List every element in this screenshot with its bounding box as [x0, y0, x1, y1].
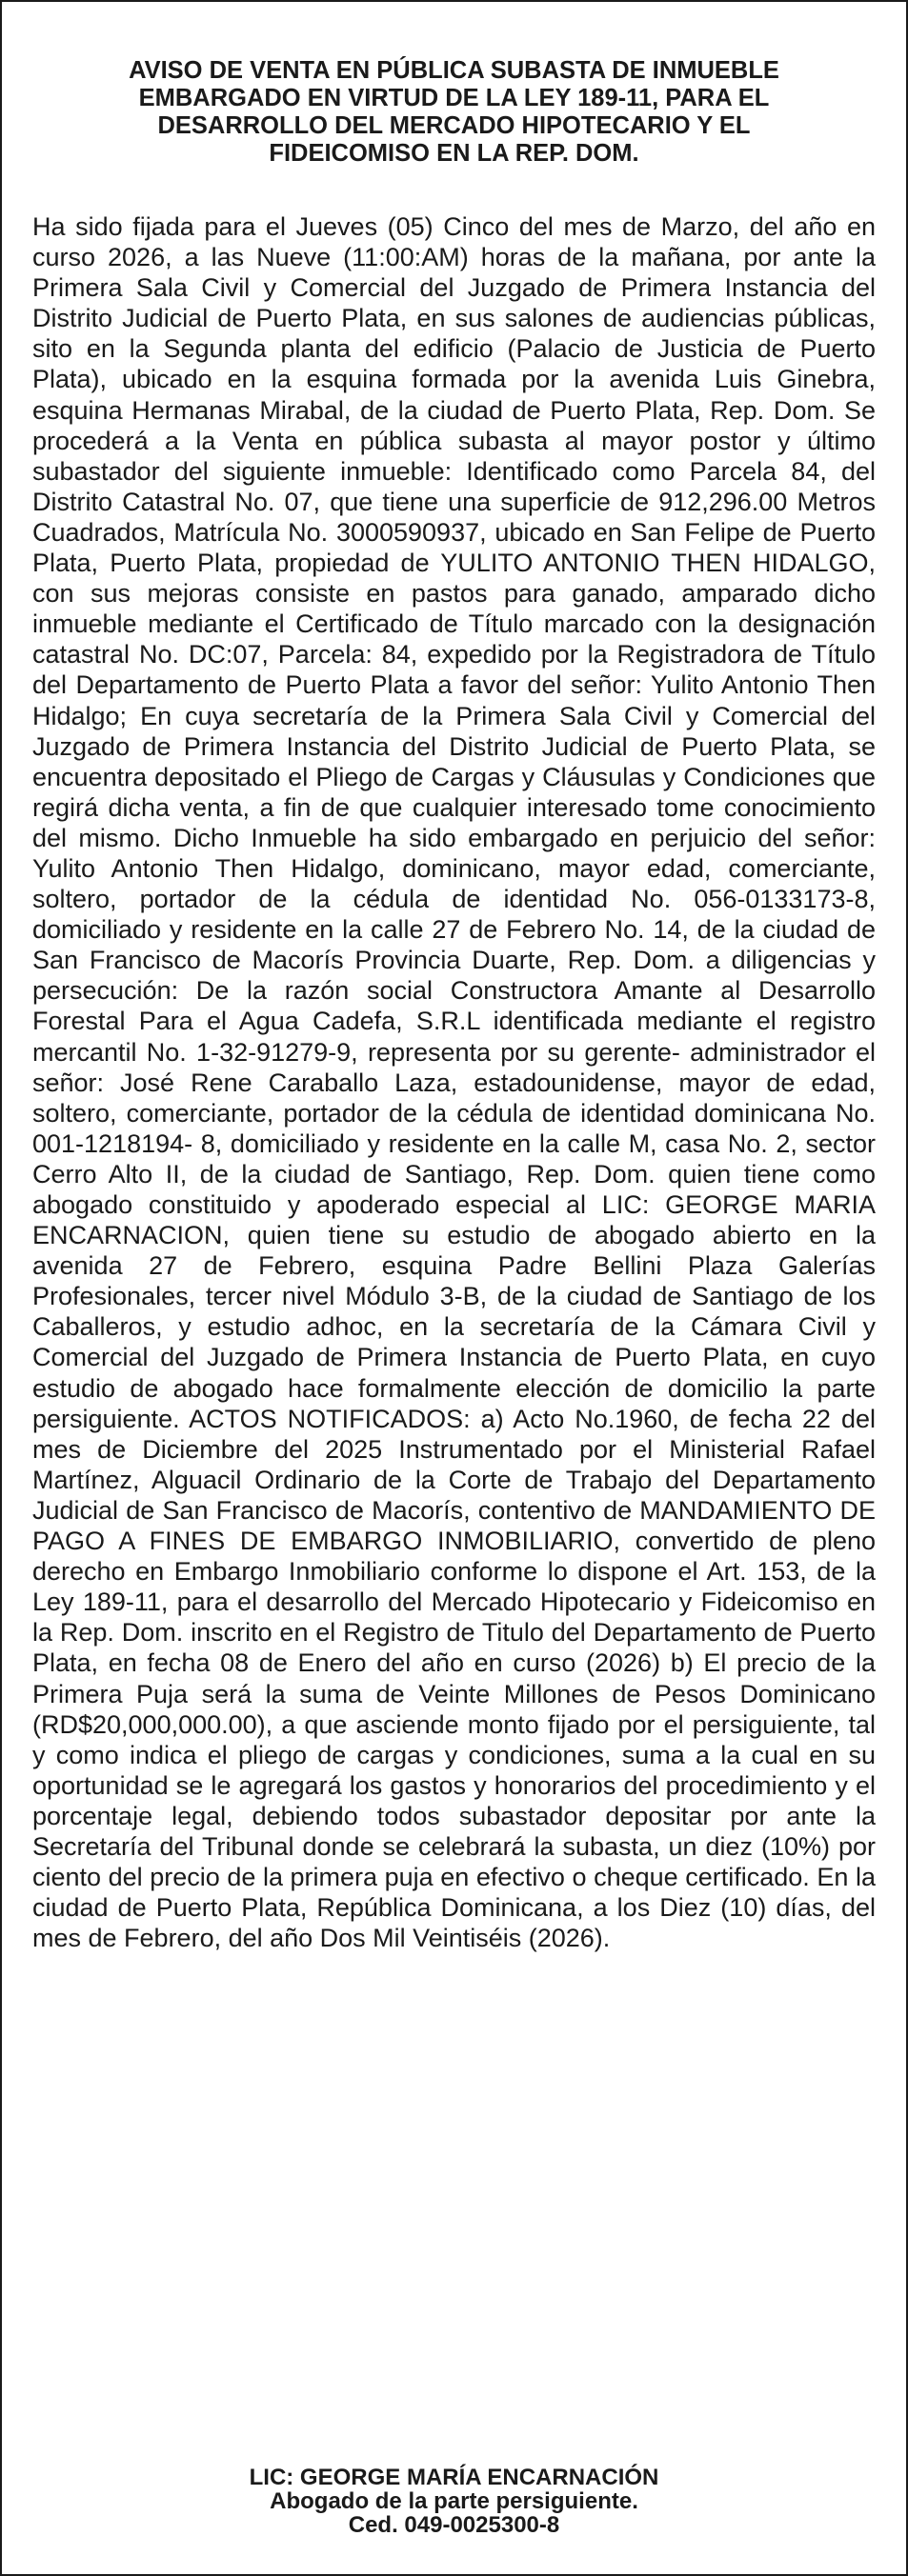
notice-title-line: DESARROLLO DEL MERCADO HIPOTECARIO Y EL — [157, 112, 751, 139]
notice-title-line: AVISO DE VENTA EN PÚBLICA SUBASTA DE INMUEBLE — [129, 57, 779, 84]
notice-title-line: FIDEICOMISO EN LA REP. DOM. — [269, 140, 639, 167]
notice-body — [32, 211, 876, 1953]
notice-body-paragraph: Ha sido fijada para el Jueves (05) Cinco del mes de Marzo, del año en curso 2026, a las Nueve (11:00:AM) horas de la mañana, por ante la Primera Sala Civil y Comercial del Juzgado de Primera Instancia del Distrito Judicial de Puerto Plata, en sus salones de audiencias públicas, sito en la Segunda planta del edificio (Palacio de Justicia de Puerto Plata), ubicado en la esquina formada por la avenida Luis Ginebra, esquina Hermanas Mirabal, de la ciudad de Puerto Plata, Rep. Dom. Se procederá a la Venta en pública subasta al mayor postor y último subastador del siguiente inmueble: Identificado como Parcela 84, del Distrito Catastral No. 07, que tiene una superficie de 912,296.00 Metros Cuadrados, Matrícula No. 3000590937, ubicado en San Felipe de Puerto Plata, Puerto Plata, propiedad de YULITO ANTONIO THEN HIDALGO, con sus mejoras consiste en pastos para ganado, amparado dicho inmueble mediante el Certificado de Título marcado con la designación catastral No. DC:07, Parcela: 84, expedido por la Registradora de Título del Departamento de Puerto Plata a favor del señor: Yulito Antonio Then Hidalgo; En cuya secretaría de la Primera Sala Civil y Comercial del Juzgado de Primera Instancia del Distrito Judicial de Puerto Plata, se encuentra depositado el Pliego de Cargas y Cláusulas y Condiciones que regirá dicha venta, a fin de que cualquier interesado tome conocimiento del mismo. Dicho Inmueble ha sido embargado en perjuicio del señor: Yulito Antonio Then Hidalgo, dominicano, mayor edad, comerciante, soltero, portador de la cédula de identidad No. 056-0133173-8, domiciliado y residente en la calle 27 de Febrero No. 14, de la ciudad de San Francisco de Macorís Provincia Duarte, Rep. Dom. a diligencias y persecución: De la razón social Constructora Amante al Desarrollo Forestal Para el Agua Cadefa, S.R.L identificada mediante el registro mercantil No. 1-32-91279-9, representa por su gerente- administrador el señor: José Rene Caraballo Laza, estadounidense, mayor de edad, soltero, comerciante, portador de la cédula de identidad dominicana No. 001-1218194- 8, domiciliado y residente en la calle M, casa No. 2, sector Cerro Alto II, de la ciudad de Santiago, Rep. Dom. quien tiene como abogado constituido y apoderado especial al LIC: GEORGE MARIA ENCARNACION, quien tiene su estudio de abogado abierto en la avenida 27 de Febrero, esquina Padre Bellini Plaza Galerías Profesionales, tercer nivel Módulo 3-B, de la ciudad de Santiago de los Caballeros, y estudio adhoc, en la secretaría de la Cámara Civil y Comercial del Juzgado de Primera Instancia de Puerto Plata, en cuyo estudio de abogado hace formalmente elección de domicilio la parte persiguiente. ACTOS NOTIFICADOS: a) Acto No.1960, de fecha 22 del mes de Diciembre del 2025 Instrumentado por el Ministerial Rafael Martínez, Alguacil Ordinario de la Corte de Trabajo del Departamento Judicial de San Francisco de Macorís, contentivo de MANDAMIENTO DE PAGO A FINES DE EMBARGO INMOBILIARIO, convertido de pleno derecho en Embargo Inmobiliario conforme lo dispone el Art. 153, de la Ley 189-11, para el desarrollo del Mercado Hipotecario y Fideicomiso en la Rep. Dom. inscrito en el Registro de Titulo del Departamento de Puerto Plata, en fecha 08 de Enero del año en curso (2026) b) El precio de la Primera Puja será la suma de Veinte Millones de Pesos Dominicano (RD$20,000,000.00), a que asciende monto fijado por el persiguiente, tal y como indica el pliego de cargas y condiciones, suma a la cual en su oportunidad se le agregará los gastos y honorarios del procedimiento y el porcentaje legal, debiendo todos subastador depositar por ante la Secretaría del Tribunal donde se celebrará la subasta, un diez (10%) por ciento del precio de la primera puja en efectivo o cheque certificado. En la ciudad de Puerto Plata, República Dominicana, a los Diez (10) días, del mes de Febrero, del año Dos Mil Veintiséis (2026). — [32, 212, 876, 1953]
notice-title — [67, 57, 841, 168]
signature-id: Ced. 049-0025300-8 — [348, 2512, 560, 2538]
notice-title-line: EMBARGADO EN VIRTUD DE LA LEY 189-11, PARA EL — [138, 85, 770, 111]
signature-role: Abogado de la parte persiguiente. — [270, 2488, 638, 2514]
signature-block — [2, 2466, 906, 2537]
signature-name: LIC: GEORGE MARÍA ENCARNACIÓN — [249, 2465, 659, 2490]
